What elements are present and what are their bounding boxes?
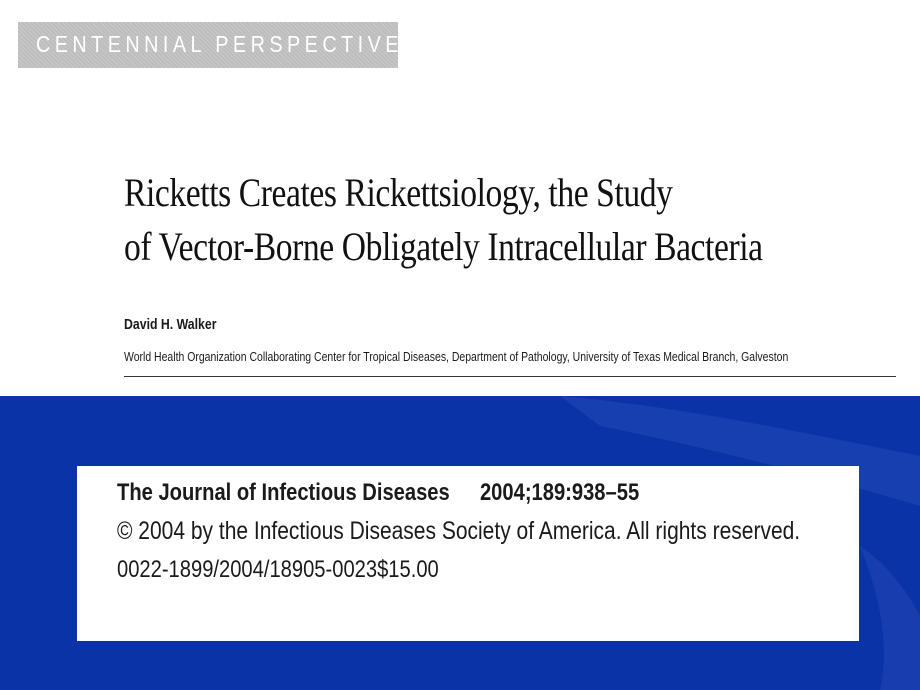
- article-title-line-1: Ricketts Creates Rickettsiology, the Study: [124, 170, 673, 215]
- journal-volume-info: 2004;189:938–55: [479, 479, 640, 506]
- author-affiliation: World Health Organization Collaborating Center for Tropical Diseases, Department of Pathology, University of Texas Medical Branch, Galveston: [124, 349, 789, 364]
- citation-box: [77, 466, 859, 641]
- header-divider: [124, 376, 896, 377]
- article-title: [124, 166, 763, 274]
- citation-journal-line: [117, 479, 639, 507]
- section-banner-label: CENTENNIAL PERSPECTIVE: [36, 31, 403, 57]
- swoosh-shape-2: [860, 546, 920, 690]
- journal-name: The Journal of Infectious Diseases: [117, 479, 450, 506]
- section-banner: [18, 22, 403, 68]
- author-name: David H. Walker: [124, 316, 217, 333]
- article-title-line-2: of Vector-Borne Obligately Intracellular Bacteria: [124, 224, 763, 269]
- citation-copyright: © 2004 by the Infectious Diseases Society of America. All rights reserved.: [117, 517, 801, 545]
- citation-issn: 0022-1899/2004/18905-0023$15.00: [117, 556, 439, 583]
